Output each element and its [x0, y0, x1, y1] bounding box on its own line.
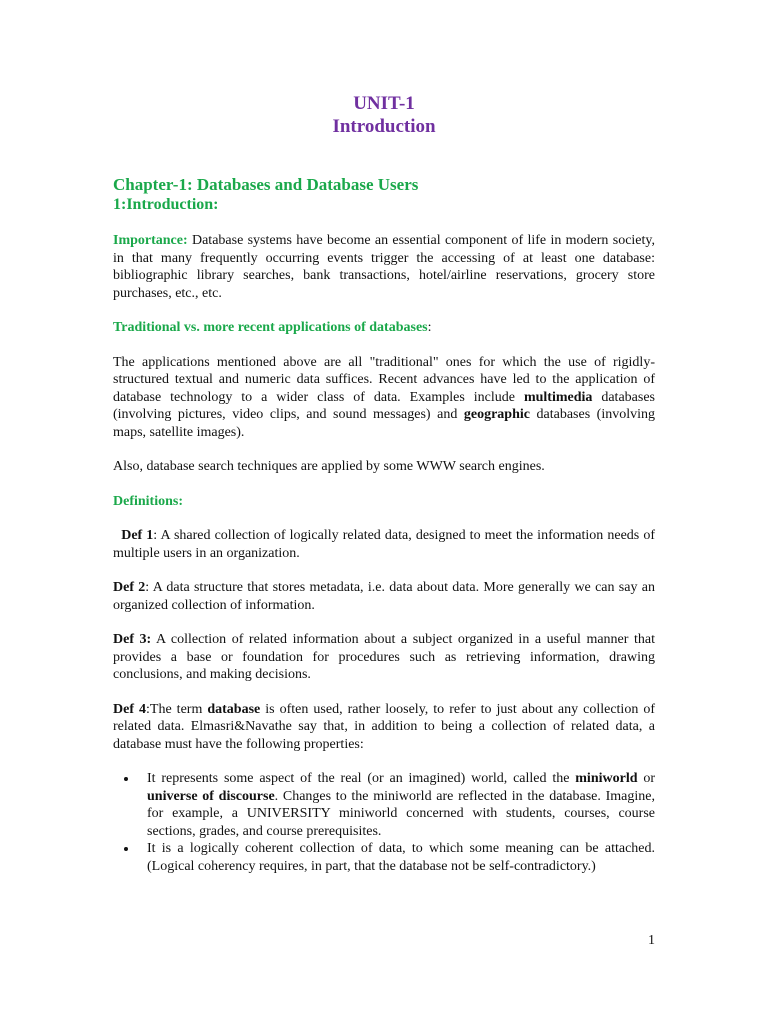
traditional-paragraph [113, 354, 655, 442]
list-item: • It is a logically coherent collection of data, to which some meaning can be attached. (Logical coherency requires, in part, that the database not be self-contradictory.) [138, 840, 655, 875]
term-geographic: geographic [463, 407, 530, 422]
def2-text: : A data structure that stores metadata, i.e. data about data. More generally we can say an organized collection of information. [113, 580, 655, 613]
bullet1-text-a: It represents some aspect of the real (or an imagined) world, called the [147, 771, 576, 786]
chapter-title: Chapter-1: Databases and Database Users [113, 175, 419, 194]
def3-text: A collection of related information about a subject organized in a useful manner that provides a base or foundation for procedures such as retrieving information, drawing conclusions, and making decisions. [113, 632, 655, 682]
def4-paragraph [113, 701, 655, 754]
definitions-heading: Definitions: [113, 493, 183, 509]
importance-text: Database systems have become an essential component of life in modern society, in that many frequently occurring events trigger the accessing of at least one database: bibliographic library searches, bank transactions, hotel/airline reservations, grocery store purchases, etc., etc. [113, 233, 655, 301]
term-multimedia: multimedia [523, 389, 593, 405]
term-miniworld: miniworld [575, 771, 638, 786]
def1-text: : A shared collection of logically related data, designed to meet the information needs of multiple users in an organization. [113, 528, 656, 561]
term-universe-of-discourse: universe of discourse [147, 788, 275, 804]
search-engines-paragraph: Also, database search techniques are applied by some WWW search engines. [113, 459, 545, 474]
properties-list [113, 770, 655, 875]
traditional-heading [113, 319, 655, 337]
importance-paragraph [113, 232, 655, 302]
def4-label: Def 4 [113, 701, 147, 717]
def2-label: Def 2 [113, 580, 146, 595]
def3-label: Def 3: [113, 632, 152, 647]
unit-title: UNIT-1 [353, 93, 415, 114]
traditional-text-2: databases (involving pictures, video clips, and sound messages) and [113, 389, 655, 422]
list-item [138, 770, 655, 840]
chapter-subtitle: 1:Introduction: [113, 196, 219, 213]
def4-text-a: :The term [146, 701, 208, 717]
def1-paragraph [113, 527, 655, 562]
page-number: 1 [648, 933, 655, 948]
importance-label: Importance: [113, 233, 188, 248]
def4-term: database [207, 701, 261, 717]
traditional-heading-colon: : [427, 320, 432, 335]
def1-label: Def 1 [121, 528, 154, 543]
traditional-text-3: databases (involving maps, satellite images). [113, 407, 656, 440]
intro-title: Introduction [332, 116, 436, 137]
def3-paragraph [113, 631, 655, 684]
bullet1-or: or [637, 771, 655, 786]
bullet1-text-b: . Changes to the miniworld are reflected in the database. Imagine, for example, a UNIVERSITY miniworld concerned with students, courses, course sections, grades, and course prerequisites. [147, 788, 655, 839]
traditional-text-1: The applications mentioned above are all "traditional" ones for which the use of rigidly-structured textual and numeric data suffices. Recent advances have led to the application of database technology to a wider class of data. Examples include [113, 354, 655, 405]
def2-paragraph [113, 579, 655, 614]
traditional-heading-text: Traditional vs. more recent applications of databases [113, 320, 428, 335]
def4-text-b: is often used, rather loosely, to refer to just about any collection of related data. Elmasri&Navathe say that, in addition to being a collection of related data, a database must have the following properties: [113, 701, 655, 752]
